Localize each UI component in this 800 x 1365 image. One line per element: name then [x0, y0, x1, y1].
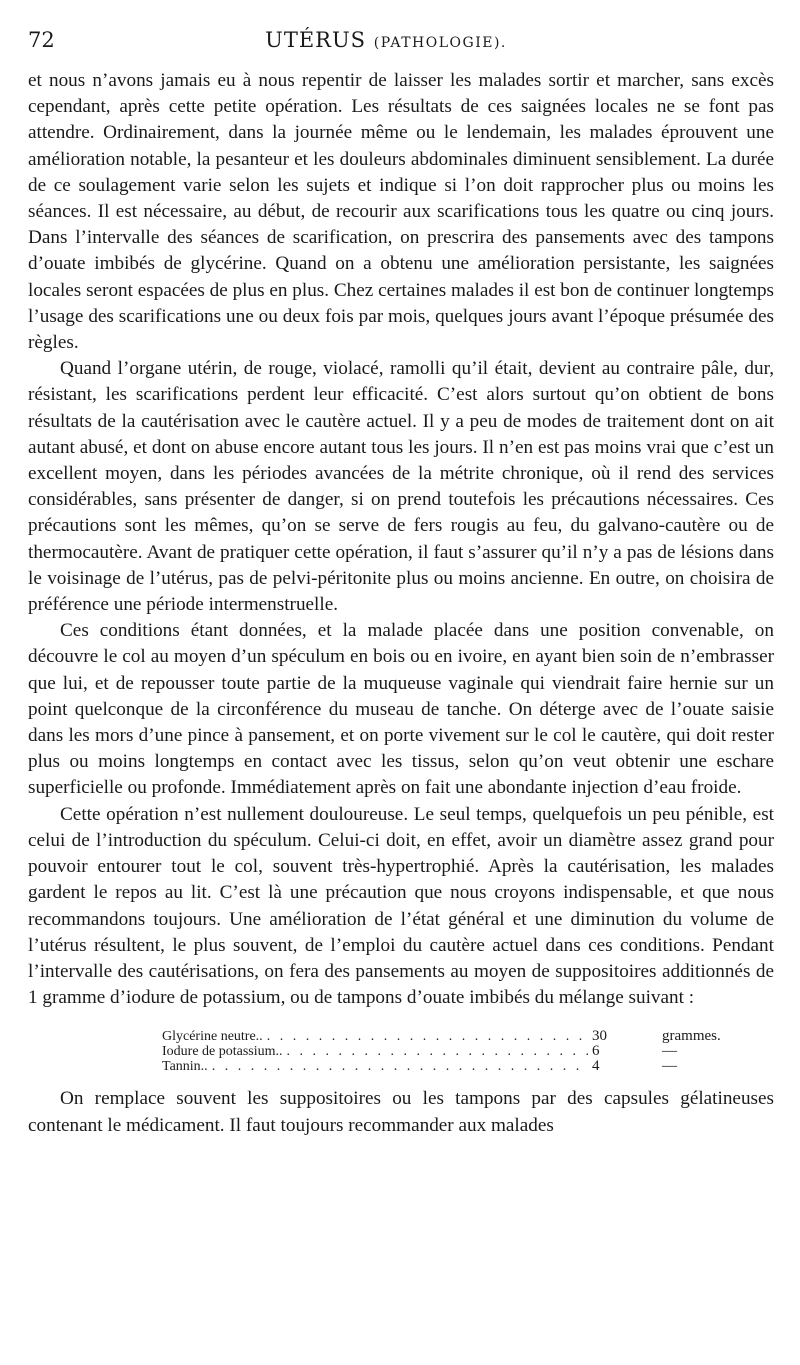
recipe-quantity: 30 — [592, 1028, 607, 1045]
page-number: 72 — [28, 28, 55, 52]
running-title-sub: (PATHOLOGIE). — [373, 35, 507, 51]
recipe-quantity: 4 — [592, 1058, 600, 1075]
recipe-quantity: 6 — [592, 1043, 600, 1060]
paragraph-1: et nous n’avons jamais eu à nous repentir de laisser les malades sortir et marcher, sans excès cependant, après cette petite opération. Les résultats de ces saignées locales ne se font pas attendre. Ordinairement, dans la journée même ou le lendemain, les malades éprouvent une amélioration notable, la pesanteur et les douleurs abdominales diminuent sensiblement. La durée de ce soulagement varie selon les sujets et indique si l’on doit rapprocher plus ou moins les séances. Il est nécessaire, au début, de recourir aux scarifications tous les quatre ou cinq jours. Dans l’intervalle des séances de scarification, on prescrira des pansements avec des tampons d’ouate imbibés de glycérine. Quand on a obtenu une amélioration persistante, les saignées locales seront espacées de plus en plus. Chez certaines malades il est bon de continuer longtemps l’usage des scarifications une ou deux fois par mois, quelques jours avant l’époque présumée des règles. — [28, 70, 774, 354]
recipe-row — [162, 1059, 742, 1074]
recipe-table — [162, 1029, 742, 1074]
paragraph-5: On remplace souvent les suppositoires ou les tampons par des capsules gélatineuses contenant le médicament. Il faut toujours recommander aux malades — [28, 1088, 774, 1136]
recipe-unit: — — [662, 1043, 677, 1060]
recipe-unit: — — [662, 1058, 677, 1075]
recipe-ingredient: Glycérine neutre.. — [162, 1029, 263, 1045]
paragraph-4: Cette opération n’est nullement douloureuse. Le seul temps, quelquefois un peu pénible, est celui de l’introduction du spéculum. Celui-ci doit, en effet, avoir un diamètre assez grand pour pouvoir entourer tout le col, souvent très-hypertrophié. Après la cautérisation, les malades gardent le repos au lit. C’est là une précaution que nous croyons indispensable, et que nous recommandons toujours. Une amélioration de l’état général et une diminution du volume de l’utérus résultent, le plus souvent, de l’emploi du cautère actuel dans ces conditions. Pendant l’intervalle des cautérisations, on fera des pansements au moyen de suppositoires additionnés de 1 gramme d’iodure de potassium, ou de tampons d’ouate imbibés du mélange suivant : — [28, 803, 774, 1009]
recipe-row — [162, 1029, 742, 1044]
running-title-main: UTÉRUS — [265, 28, 367, 52]
page-header — [28, 28, 774, 62]
recipe-ingredient: Tannin.. — [162, 1059, 208, 1075]
dot-leader — [212, 1059, 588, 1074]
recipe-ingredient: Iodure de potassium.. — [162, 1044, 283, 1060]
paragraph-2: Quand l’organe utérin, de rouge, violacé, ramolli qu’il était, devient au contraire pâle, dur, résistant, les scarifications perdent leur efficacité. C’est alors surtout qu’on obtient de bons résultats de la cautérisation avec le cautère actuel. Il y a peu de modes de traitement dont on ait autant abusé, et dont on abuse encore autant tous les jours. Il n’en est pas moins vrai que c’est un excellent moyen, dans les périodes avancées de la métrite chronique, où il rend des services considérables, sans présenter de danger, si on prend toutefois les précautions nécessaires. Ces précautions sont les mêmes, qu’on se serve de fers rougis au feu, du galvano-cautère ou de thermocautère. Avant de pratiquer cette opération, il faut s’assurer qu’il n’y a pas de lésions dans le voisinage de l’utérus, pas de pelvi-péritonite plus ou moins ancienne. En outre, on choisira de préférence une période intermenstruelle. — [28, 358, 774, 616]
paragraph-3: Ces conditions étant données, et la malade placée dans une position convenable, on découvre le col au moyen d’un spéculum en bois ou en ivoire, en ayant bien soin de n’embrasser que lui, et de repousser toute partie de la muqueuse vaginale qui viendrait faire hernie sur un point quelconque de la circonférence du museau de tanche. On déterge avec de l’ouate saisie dans les mors d’une pince à pansement, et on porte vivement sur le col le cautère, qui doit rester plus ou moins longtemps en contact avec les tissus, selon qu’on veut obtenir une eschare superficielle ou profonde. Immédiatement après on fait une abondante injection d’eau froide. — [28, 620, 774, 799]
dot-leader — [267, 1029, 588, 1044]
running-title — [88, 28, 774, 52]
recipe-row — [162, 1044, 742, 1059]
recipe-unit: grammes. — [662, 1028, 721, 1045]
dot-leader — [287, 1044, 588, 1059]
body-text — [28, 68, 774, 1011]
closing-text — [28, 1086, 774, 1138]
